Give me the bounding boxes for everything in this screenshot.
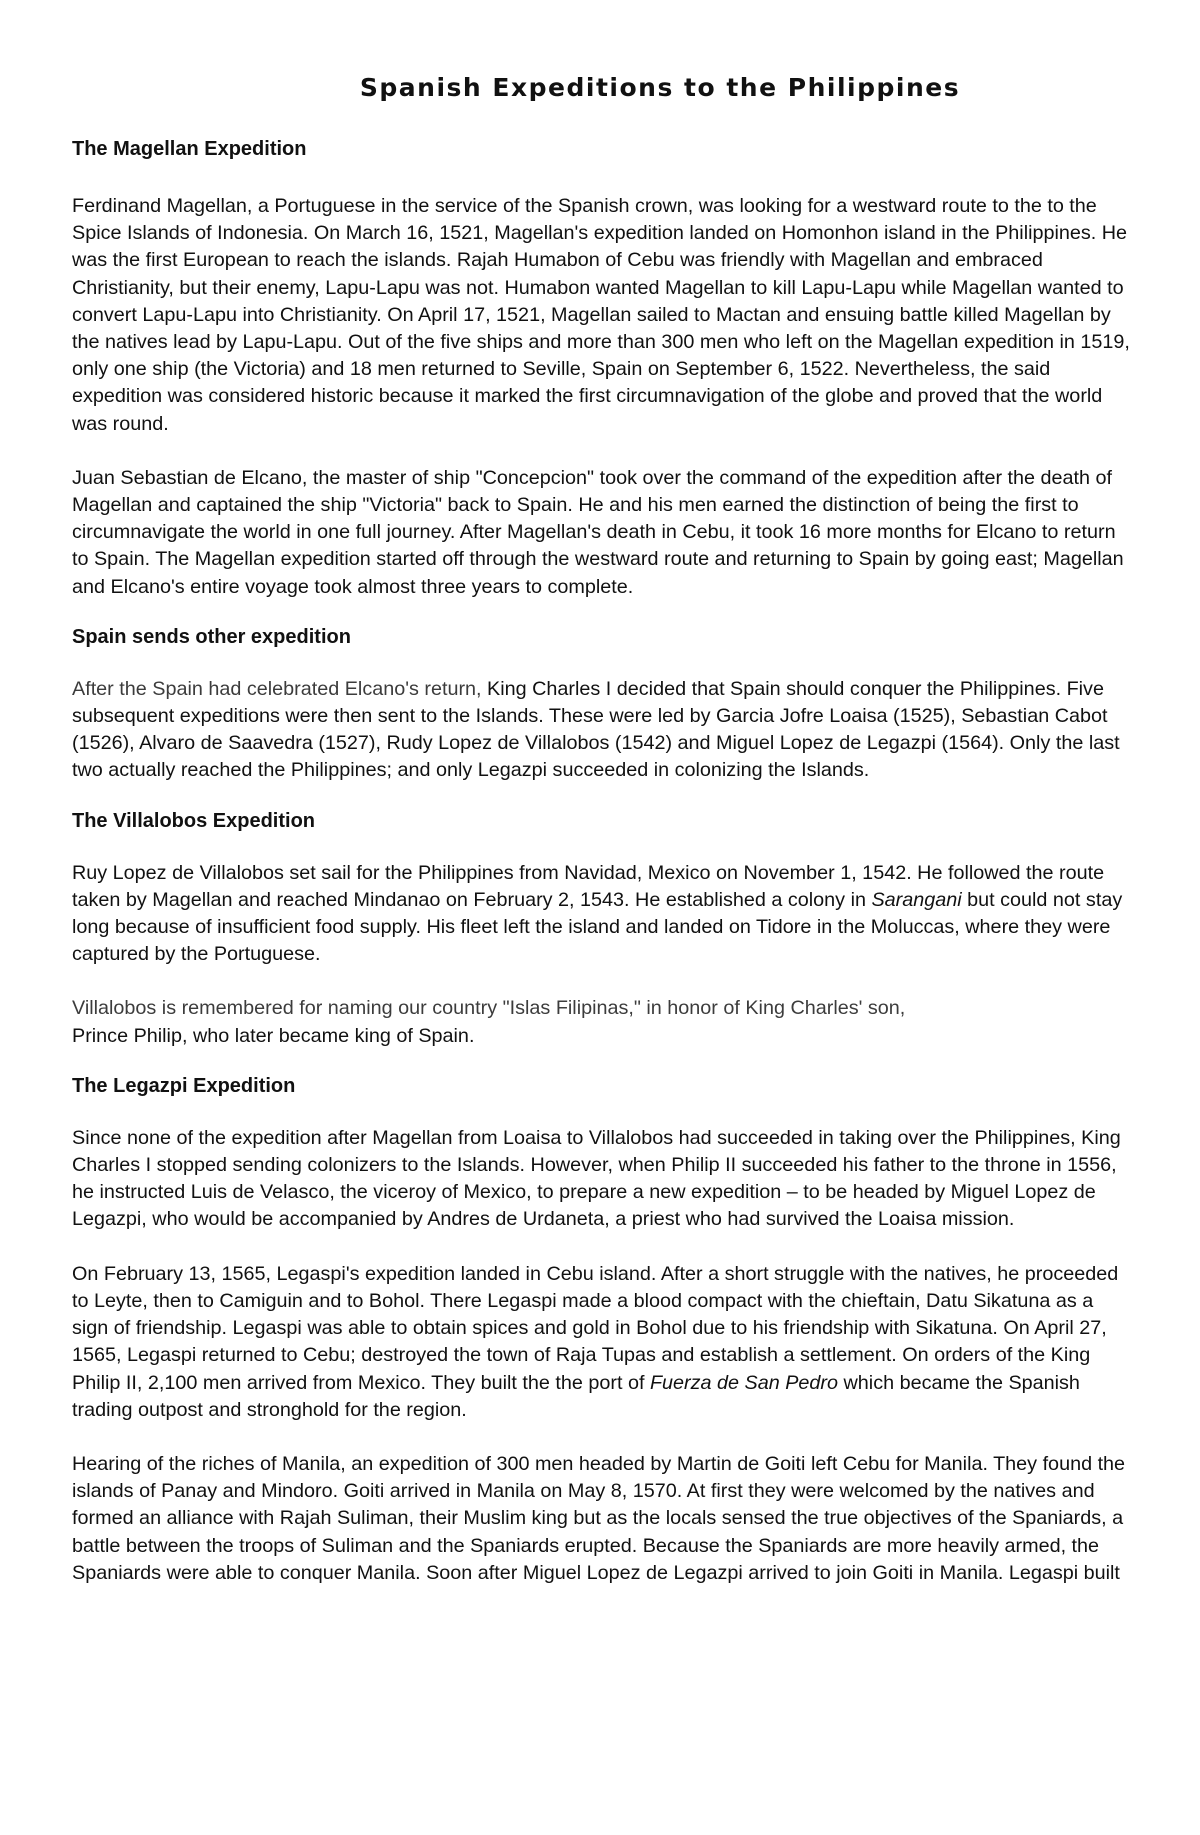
paragraph-villalobos-1-b: but could not stay long because of insufficient food supply. His fleet left the island and landed on Tidore in the Moluccas, where they were captured by the Portuguese.	[72, 888, 1123, 966]
paragraph-magellan-2: Juan Sebastian de Elcano, the master of ship "Concepcion" took over the command of the expedition after the death of Magellan and captained the ship "Victoria" back to Spain. He and his men earned the distinction of being the first to circumnavigate the world in one full journey. After Magellan's death in Cebu, it took 16 more months for Elcano to return to Spain. The Magellan expedition started off through the westward route and returning to Spain by going east; Magellan and Elcano's entire voyage took almost three years to complete.	[72, 466, 1124, 598]
paragraph-villalobos-2-lead: Villalobos is remembered for naming our country "Islas Filipinas," in honor of King Charles' son,	[72, 997, 906, 1020]
place-name-sarangani: Sarangani	[871, 888, 962, 911]
paragraph-other-expedition-rest: King Charles I decided that Spain should conquer the Philippines. Five subsequent expeditions were then sent to the Islands. These were led by Garcia Jofre Loaisa (1525), Sebastian Cabot (1526), Alvaro de Saavedra (1527), Rudy Lopez de Villalobos (1542) and Miguel Lopez de Legazpi (1564). Only the last two actually reached the Philippines; and only Legazpi succeeded in colonizing the Islands.	[72, 677, 1120, 782]
paragraph-legazpi-2-b: which became the Spanish trading outpost and stronghold for the region.	[72, 1371, 1080, 1421]
paragraph-villalobos-2-rest: Prince Philip, who later became king of Spain.	[72, 1024, 475, 1047]
paragraph-legazpi-1: Since none of the expedition after Magellan from Loaisa to Villalobos had succeeded in taking over the Philippines, King Charles I stopped sending colonizers to the Islands. However, when Philip II succeeded his father to the throne in 1556, he instructed Luis de Velasco, the viceroy of Mexico, to prepare a new expedition – to be headed by Miguel Lopez de Legazpi, who would be accompanied by Andres de Urdaneta, a priest who had survived the Loaisa mission.	[72, 1126, 1121, 1231]
page-title: Spanish Expeditions to the Philippines	[359, 73, 961, 102]
paragraph-legazpi-2	[72, 1261, 1132, 1424]
paragraph-legazpi-2-a: On February 13, 1565, Legaspi's expedition landed in Cebu island. After a short struggle with the natives, he proceeded to Leyte, then to Camiguin and to Bohol. There Legaspi made a blood compact with the chieftain, Datu Sikatuna as a sign of friendship. Legaspi was able to obtain spices and gold in Bohol due to his friendship with Sikatuna. On April 27, 1565, Legaspi returned to Cebu; destroyed the town of Raja Tupas and establish a settlement. On orders of the King Philip II, 2,100 men arrived from Mexico. They built the the port of	[72, 1262, 1119, 1394]
paragraph-villalobos-1-a: Ruy Lopez de Villalobos set sail for the Philippines from Navidad, Mexico on November 1, 1542. He followed the route taken by Magellan and reached Mindanao on February 2, 1543. He established a colony in	[72, 861, 1105, 911]
place-name-fuerza-de-san-pedro: Fuerza de San Pedro	[649, 1371, 839, 1394]
section-heading-magellan: The Magellan Expedition	[72, 138, 307, 160]
section-heading-villalobos: The Villalobos Expedition	[72, 809, 315, 832]
section-heading-other-expedition: Spain sends other expedition	[72, 625, 351, 648]
paragraph-villalobos-1	[72, 860, 1132, 969]
paragraph-villalobos-2	[72, 995, 1132, 1049]
section-heading-legazpi: The Legazpi Expedition	[72, 1074, 296, 1097]
paragraph-other-expedition-lead: After the Spain had celebrated Elcano's return,	[72, 677, 482, 700]
paragraph-other-expedition	[72, 676, 1132, 785]
document-body	[72, 136, 1132, 1587]
paragraph-legazpi-3: Hearing of the riches of Manila, an expedition of 300 men headed by Martin de Goiti left Cebu for Manila. They found the islands of Panay and Mindoro. Goiti arrived in Manila on May 8, 1570. At first they were welcomed by the natives and formed an alliance with Rajah Suliman, their Muslim king but as the locals sensed the true objectives of the Spaniards, a battle between the troops of Suliman and the Spaniards erupted. Because the Spaniards are more heavily armed, the Spaniards were able to conquer Manila. Soon after Miguel Lopez de Legazpi arrived to join Goiti in Manila. Legaspi built	[72, 1452, 1126, 1584]
paragraph-magellan-1: Ferdinand Magellan, a Portuguese in the service of the Spanish crown, was looking for a westward route to the to the Spice Islands of Indonesia. On March 16, 1521, Magellan's expedition landed on Homonhon island in the Philippines. He was the first European to reach the islands. Rajah Humabon of Cebu was friendly with Magellan and embraced Christianity, but their enemy, Lapu-Lapu was not. Humabon wanted Magellan to kill Lapu-Lapu while Magellan wanted to convert Lapu-Lapu into Christianity. On April 17, 1521, Magellan sailed to Mactan and ensuing battle killed Magellan by the natives lead by Lapu-Lapu. Out of the five ships and more than 300 men who left on the Magellan expedition in 1519, only one ship (the Victoria) and 18 men returned to Seville, Spain on September 6, 1522. Nevertheless, the said expedition was considered historic because it marked the first circumnavigation of the globe and proved that the world was round.	[72, 195, 1130, 435]
